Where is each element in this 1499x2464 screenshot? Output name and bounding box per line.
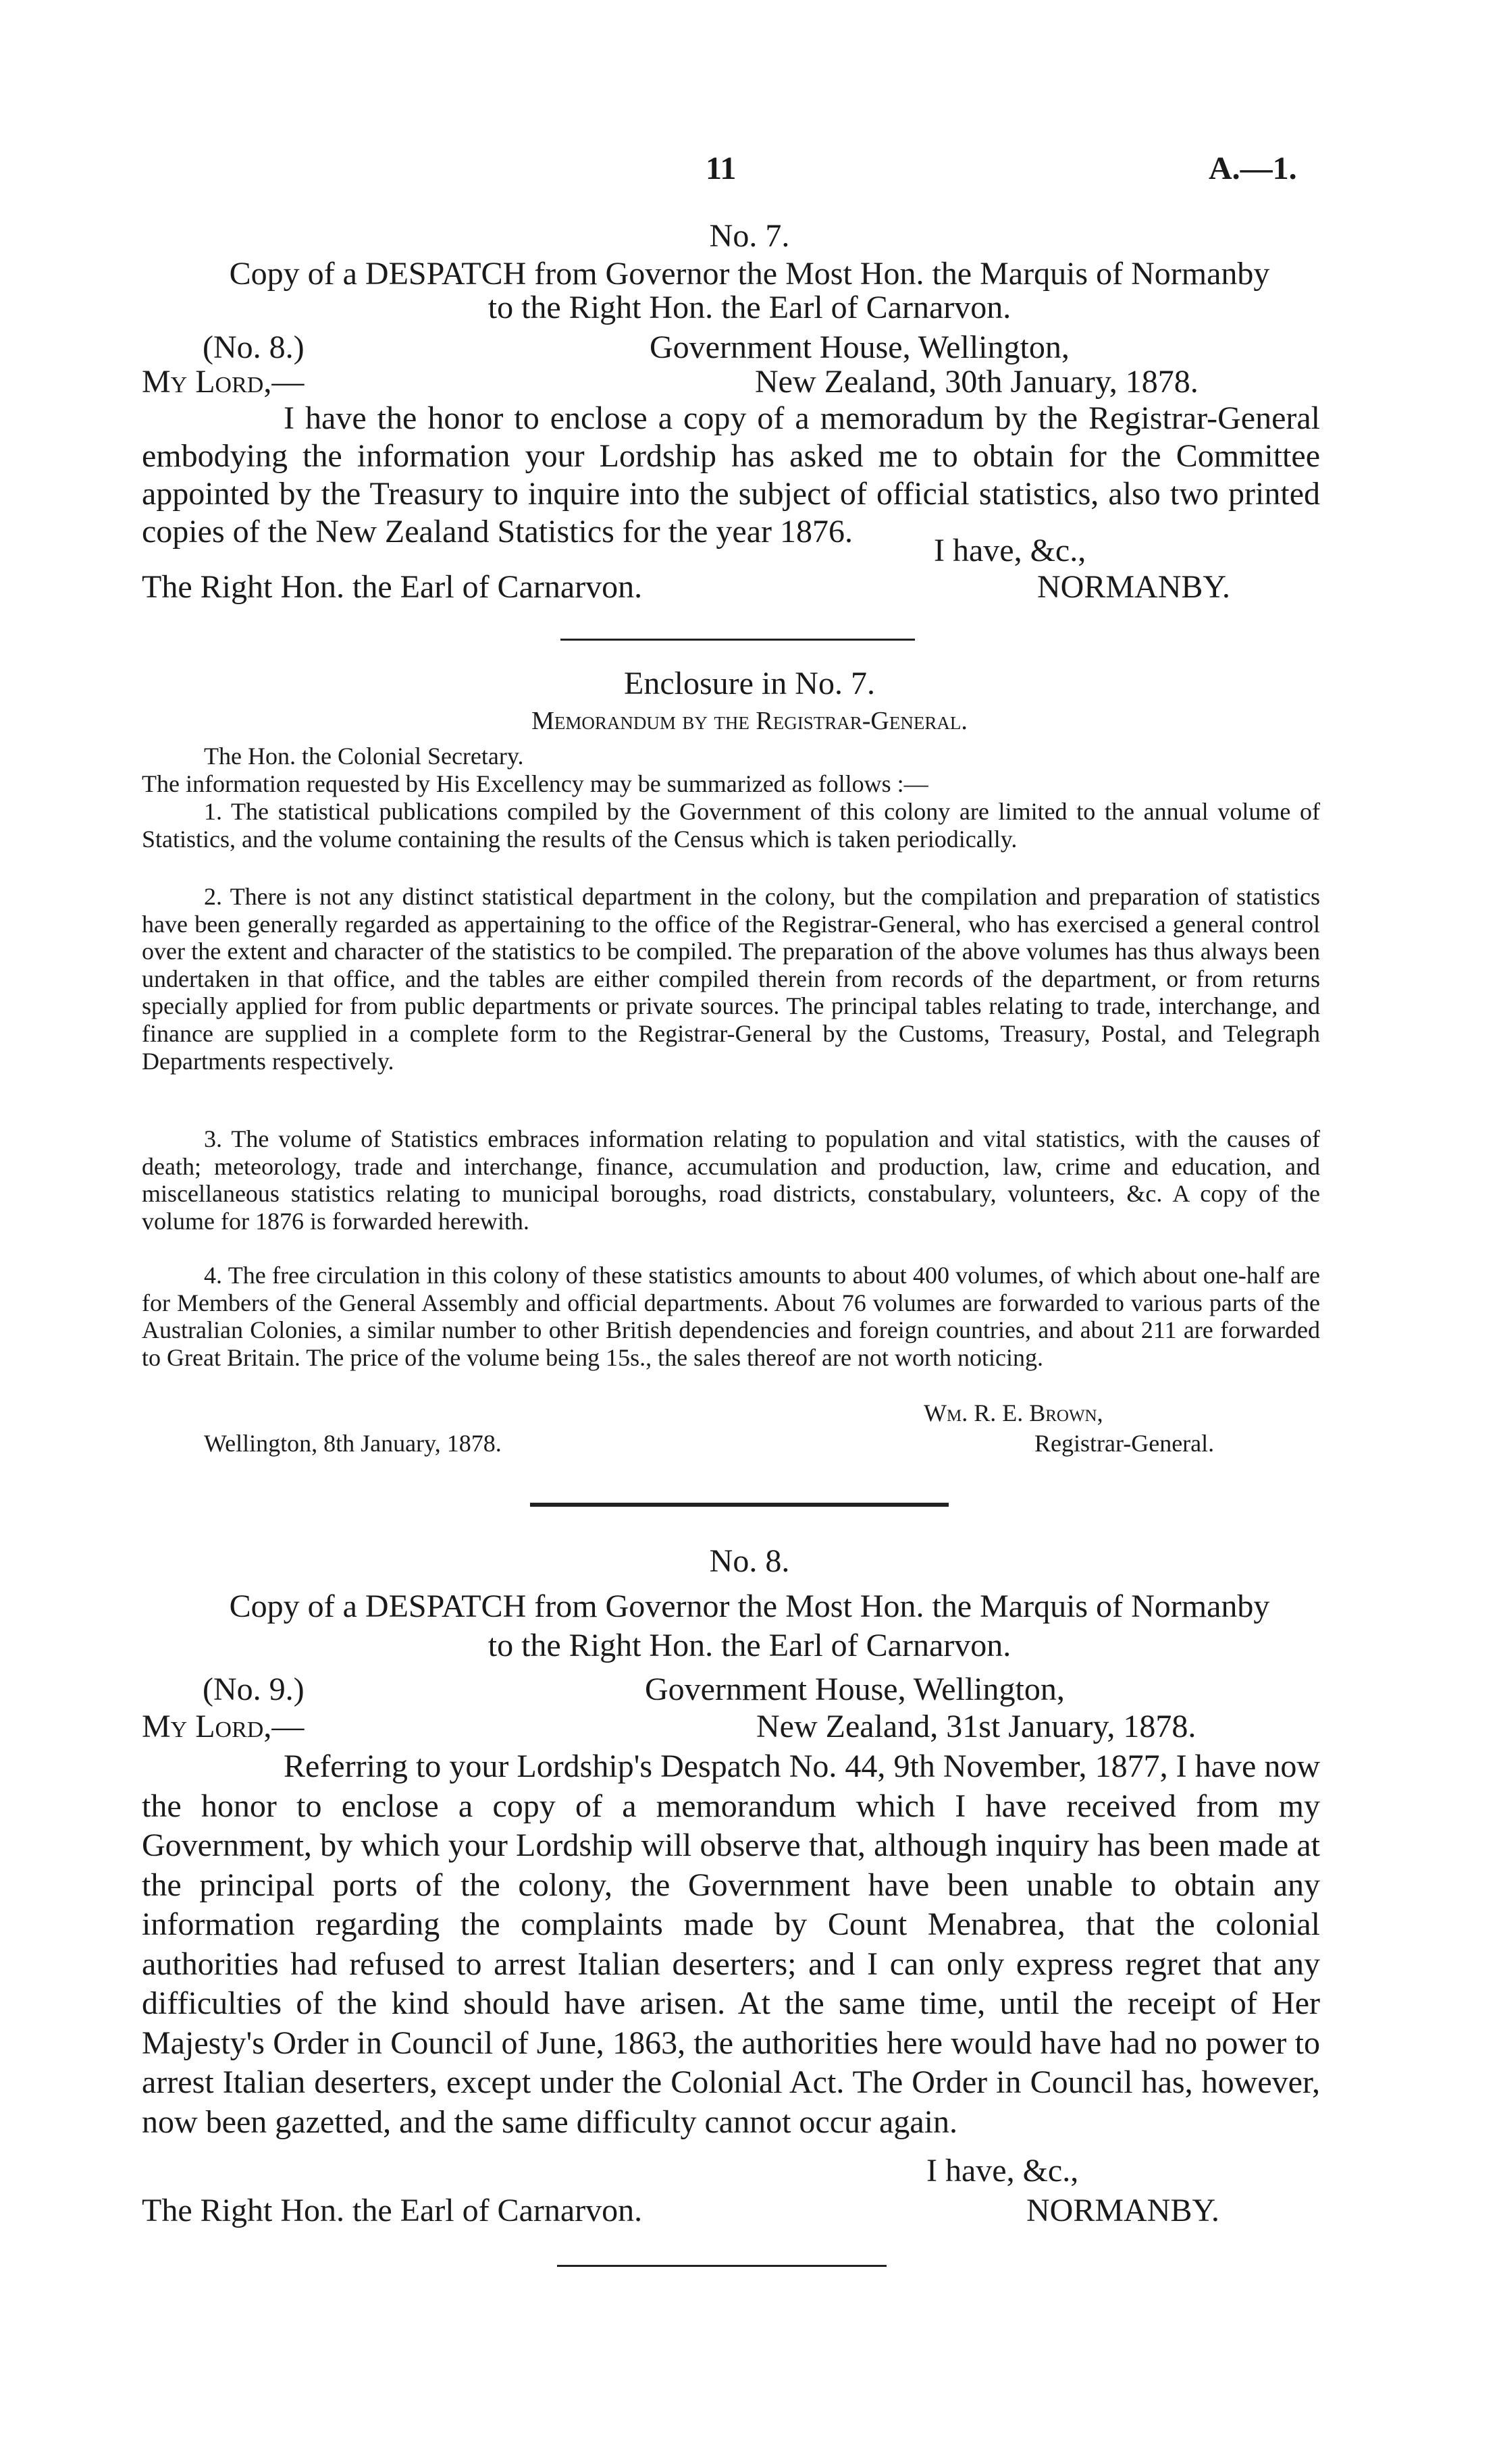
enclosure-place-date: Wellington, 8th January, 1878. [204,1430,502,1457]
despatch-7-number: No. 7. [709,218,790,254]
despatch-7-closing: I have, &c., [934,533,1086,568]
enclosure-addressee: The Hon. the Colonial Secretary. [204,743,524,770]
despatch-7-addressee: The Right Hon. the Earl of Carnarvon. [142,569,643,605]
enclosure-signer-title: Registrar-General. [1034,1430,1215,1457]
despatch-8-number: No. 8. [709,1543,790,1579]
enclosure-paragraph-1: 1. The statistical publications compiled by the Government of this colony are limited to the annual volume of Statistics, and the volume containing the results of the Census which is taken periodically. [142,798,1320,853]
enclosure-intro: The information requested by His Excellency may be summarized as follows :— [142,770,928,797]
series-reference: A.—1. [1209,151,1297,186]
section-divider-end [557,2265,887,2267]
despatch-7-body: I have the honor to enclose a copy of a memoradum by the Registrar-General embodying the information your Lordship has asked me to obtain for the Committee appointed by the Treasury to inquire into the subject of official statistics, also two printed copies of the New Zealand Statistics for the year 1876. [142,400,1320,550]
despatch-7-signature: NORMANBY. [1037,569,1230,605]
enclosure-paragraph-4: 4. The free circulation in this colony of these statistics amounts to about 400 volumes, of which about one-half are for Members of the General Assembly and official departments. About 76 volumes are forwarded to various parts of the Australian Colonies, a similar number to other British dependencies and foreign countries, and about 211 are forwarded to Great Britain. The price of the volume being 15s., the sales thereof are not worth noticing. [142,1262,1320,1371]
despatch-7-title-line-1: Copy of a DESPATCH from Governor the Most Hon. the Marquis of Normanby [229,256,1270,292]
despatch-8-title-line-2: to the Right Hon. the Earl of Carnarvon. [488,1628,1011,1663]
despatch-8-ref: (No. 9.) [203,1671,305,1707]
despatch-8-addressee: The Right Hon. the Earl of Carnarvon. [142,2193,643,2228]
despatch-8-signature: NORMANBY. [1026,2193,1219,2228]
despatch-7-salutation: My Lord,— [142,364,305,400]
despatch-8-address-line-2: New Zealand, 31st January, 1878. [756,1709,1196,1744]
despatch-8-title-line-1: Copy of a DESPATCH from Governor the Most Hon. the Marquis of Normanby [229,1588,1270,1624]
despatch-7-address-line-1: Government House, Wellington, [650,329,1070,365]
despatch-7-title-line-2: to the Right Hon. the Earl of Carnarvon. [488,290,1011,325]
section-divider-thick [530,1503,949,1507]
despatch-8-body: Referring to your Lordship's Despatch No. 44, 9th November, 1877, I have now the honor to enclose a copy of a memorandum which I have received from my Government, by which your Lordship will observe that, although inquiry has been made at the principal ports of the colony, the Government have been unable to obtain any information regarding the complaints made by Count Menabrea, that the colonial authorities had refused to arrest Italian deserters; and I can only express regret that any difficulties of the kind should have arisen. At the same time, until the receipt of Her Majesty's Order in Council of June, 1863, the authorities here would have had no power to arrest Italian deserters, except under the Colonial Act. The Order in Council has, however, now been gazetted, and the same difficulty cannot occur again. [142,1748,1320,2140]
enclosure-subheading: Memorandum by the Registrar-General. [531,707,968,735]
enclosure-signer: Wm. R. E. Brown, [924,1399,1103,1426]
section-divider [560,639,915,641]
enclosure-heading: Enclosure in No. 7. [624,666,875,701]
enclosure-paragraph-2: 2. There is not any distinct statistical department in the colony, but the compilation and preparation of statistics have been generally regarded as appertaining to the office of the Registrar-General, who has exercised a general control over the extent and character of the statistics to be compiled. The preparation of the above volumes has thus always been undertaken in that office, and the tables are either compiled therein from records of the department, or from returns specially applied for from public departments or private sources. The principal tables relating to trade, interchange, and finance are supplied in a complete form to the Registrar-General by the Customs, Treasury, Postal, and Telegraph Departments respectively. [142,883,1320,1075]
enclosure-paragraph-3: 3. The volume of Statistics embraces information relating to population and vital statistics, with the causes of death; meteorology, trade and interchange, finance, accumulation and production, law, crime and education, and miscellaneous statistics relating to municipal boroughs, road districts, constabulary, volunteers, &c. A copy of the volume for 1876 is forwarded herewith. [142,1125,1320,1235]
despatch-8-address-line-1: Government House, Wellington, [645,1671,1065,1707]
despatch-7-ref: (No. 8.) [203,329,305,365]
despatch-7-address-line-2: New Zealand, 30th January, 1878. [755,364,1199,400]
despatch-8-salutation: My Lord,— [142,1709,305,1744]
page-number: 11 [706,151,737,186]
despatch-8-closing: I have, &c., [926,2153,1079,2189]
